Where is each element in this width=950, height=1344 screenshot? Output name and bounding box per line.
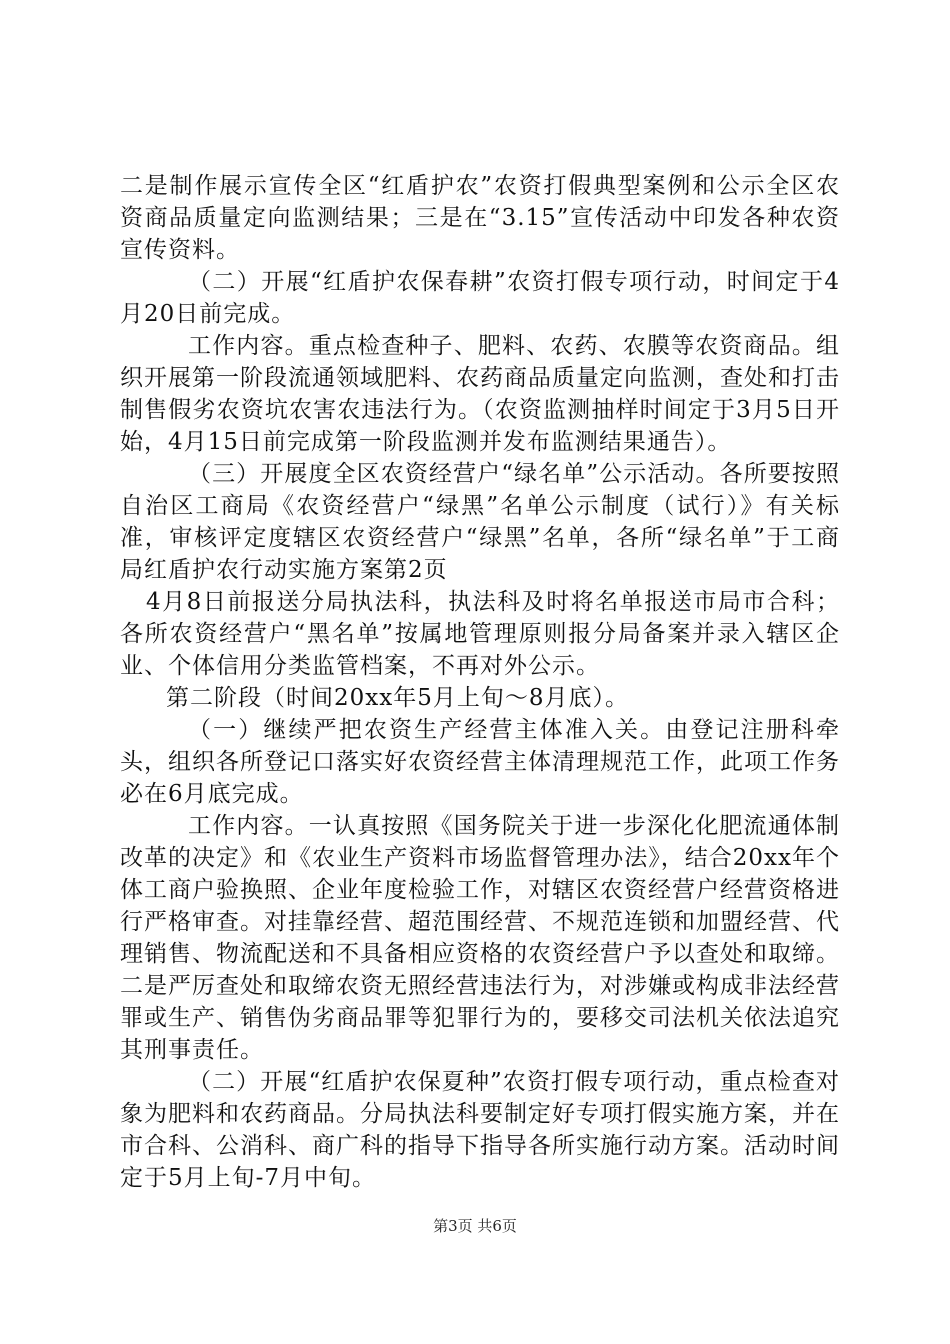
paragraph-summer-campaign: （二）开展“红盾护农保夏种”农资打假专项行动，重点检查对象为肥料和农药商品。分局执法科要制定好专项打假实施方案，并在市合科、公消科、商广科的指导下指导各所实施行动方案。活动时间定于5月上旬-7月中旬。 — [120, 1069, 840, 1191]
paragraph-green-list: （三）开展度全区农资经营户“绿名单”公示活动。各所要按照自治区工商局《农资经营户“绿黑”名单公示制度（试行）》有关标准，审核评定度辖区农资经营户“绿黑”名单，各所“绿名单”于工商局红盾护农行动实施方案第2页 — [120, 461, 840, 583]
paragraph-phase-two-heading: 第二阶段（时间20xx年5月上旬～8月底）。 — [166, 685, 629, 711]
paragraph-spring-campaign: （二）开展“红盾护农保春耕”农资打假专项行动，时间定于4月20日前完成。 — [120, 269, 840, 327]
paragraph-market-access: （一）继续严把农资生产经营主体准入关。由登记注册科牵头，组织各所登记口落实好农资经营主体清理规范工作，此项工作务必在6月底完成。 — [120, 717, 840, 807]
document-body — [120, 170, 840, 1194]
page-footer: 第3页 共6页 — [433, 1217, 517, 1235]
paragraph-publicity-continued: 二是制作展示宣传全区“红盾护农”农资打假典型案例和公示全区农资商品质量定向监测结果；三是在“3.15”宣传活动中印发各种农资宣传资料。 — [120, 173, 840, 263]
paragraph-report-schedule: 4月8日前报送分局执法科，执法科及时将名单报送市局市合科；各所农资经营户“黑名单”按属地管理原则报分局备案并录入辖区企业、个体信用分类监管档案，不再对外公示。 — [120, 589, 840, 679]
paragraph-access-work-content: 工作内容。一认真按照《国务院关于进一步深化化肥流通体制改革的决定》和《农业生产资料市场监督管理办法》，结合20xx年个体工商户验换照、企业年度检验工作，对辖区农资经营户经营资格进行严格审查。对挂靠经营、超范围经营、不规范连锁和加盟经营、代理销售、物流配送和不具备相应资格的农资经营户予以查处和取缔。二是严厉查处和取缔农资无照经营违法行为，对涉嫌或构成非法经营罪或生产、销售伪劣商品罪等犯罪行为的，要移交司法机关依法追究其刑事责任。 — [120, 813, 840, 1063]
paragraph-spring-work-content: 工作内容。重点检查种子、肥料、农药、农膜等农资商品。组织开展第一阶段流通领域肥料、农药商品质量定向监测，查处和打击制售假劣农资坑农害农违法行为。（农资监测抽样时间定于3月5日开始，4月15日前完成第一阶段监测并发布监测结果通告）。 — [120, 333, 840, 455]
